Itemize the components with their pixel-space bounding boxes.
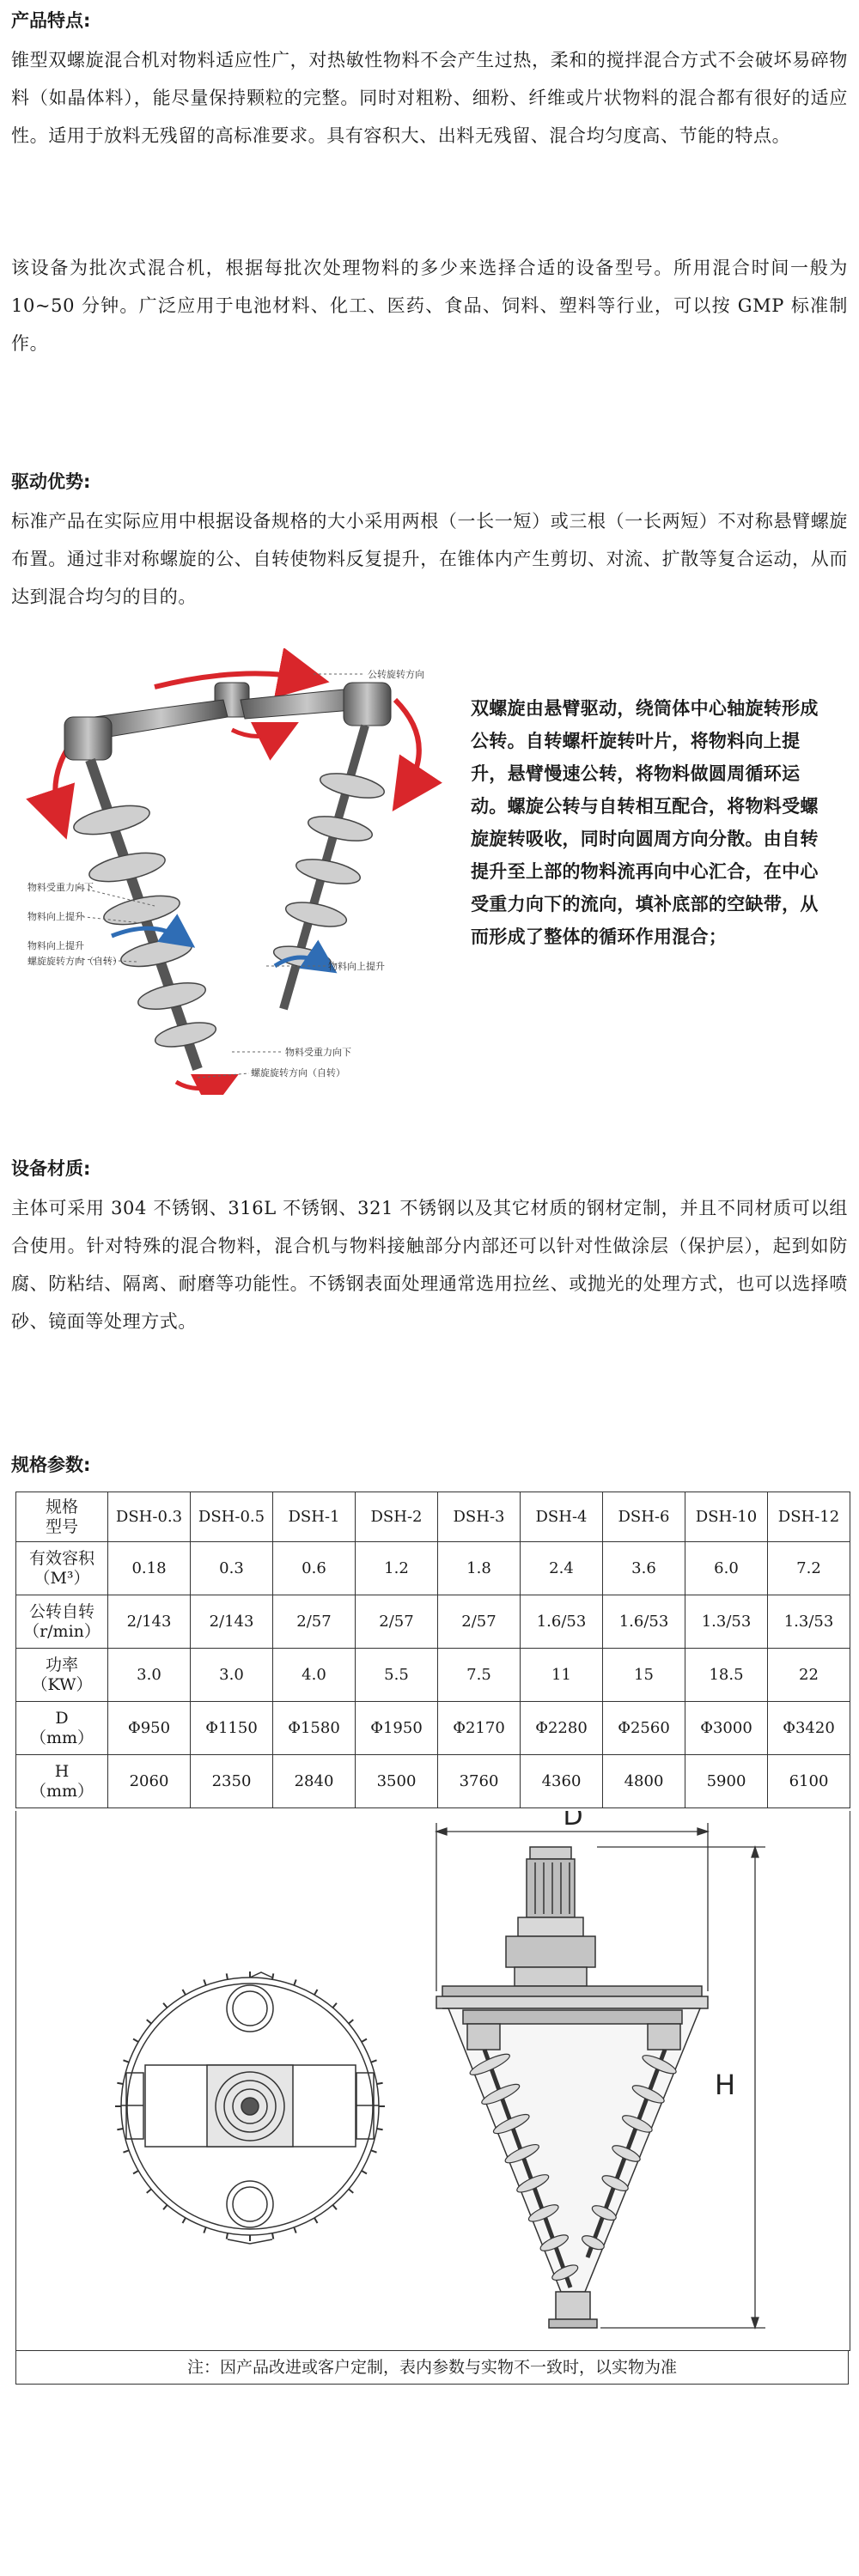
model-cell: DSH-12 [768,1492,850,1542]
bolt-tick [362,2039,367,2043]
bolt-tick [227,1973,228,1979]
bolt-tick [123,2060,129,2062]
revolution-arrow-right [395,700,419,794]
side-view-drawing [436,1847,708,2328]
material-paragraph: 主体可采用 304 不锈钢、316L 不锈钢、321 不锈钢以及其它材质的钢材定制，并且不同材质可以组合使用。针对特殊的混合物料，混合机与物料接触部分内部还可以针对性做涂层（保护层），起到如防腐、防粘结、隔离、耐磨等功能性。不锈钢表面处理通常选用拉丝、或抛光的处理方式，也可以选择喷砂、镜面等处理方式。 [11,1198,848,1332]
model-cell: DSH-2 [356,1492,438,1542]
value-cell: 3760 [438,1755,521,1808]
label-spin-direction-right: 螺旋旋转方向（自转） [251,1067,345,1078]
value-cell: 1.3/53 [768,1595,850,1649]
bolt-tick [183,1990,186,1995]
bolt-tick [332,2205,336,2209]
drive-heading: 驱动优势: [11,471,91,492]
value-cell: 1.8 [438,1542,521,1595]
spin-arrow-bottom [176,1082,223,1089]
label-gravity-down-right: 物料受重力向下 [285,1047,351,1058]
bolt-tick [371,2060,377,2062]
bolt-tick [349,2020,353,2023]
value-cell: 2/143 [108,1595,191,1649]
label-material-up-left: 物料向上提升 [27,911,84,922]
value-cell: Φ2280 [521,1702,603,1755]
specs-heading: 规格参数: [11,1455,91,1475]
value-cell: 3.0 [108,1649,191,1702]
spec-header-label: 规格 型号 [16,1492,108,1542]
value-cell: Φ1580 [273,1702,356,1755]
spec-header-row [16,1492,850,1542]
bolt-tick [349,2189,353,2192]
bolt-tick [314,1990,318,1995]
value-cell: 1.3/53 [685,1595,768,1649]
bolt-tick [272,2233,273,2239]
value-cell: 5.5 [356,1649,438,1702]
model-cell: DSH-4 [521,1492,603,1542]
value-cell: 2/57 [438,1595,521,1649]
value-cell: 4360 [521,1755,603,1808]
model-cell: DSH-1 [273,1492,356,1542]
value-cell: 0.6 [273,1542,356,1595]
short-screw-flights [271,769,386,972]
bolt-tick [294,1979,295,1985]
label-revolution-direction: 公转旋转方向 [368,669,424,680]
left-arm [94,700,228,738]
row-label-height: H （mm） [16,1755,108,1808]
value-cell: 6100 [768,1755,850,1808]
table-row [16,1702,850,1755]
bolt-tick [371,2150,377,2152]
diagram-explanation: 双螺旋由悬臂驱动，绕筒体中心轴旋转形成公转。自转螺杆旋转叶片，将物料向上提升，悬臂慢速公转，将物料做圆周循环运动。螺旋公转与自转相互配合，将物料受螺旋旋转吸收，同时向圆周方向分散。由自转提升至上部的物料流再向中心汇合，在中心受重力向下的流向，填补底部的空缺带，从而形成了整体的循环作用混合； [471,698,819,947]
value-cell: 2/57 [273,1595,356,1649]
value-cell: 4.0 [273,1649,356,1702]
bolt-tick [272,1973,273,1979]
model-cell: DSH-6 [603,1492,685,1542]
bolt-tick [117,2083,123,2084]
bolt-tick [332,2003,336,2008]
model-cell: DSH-0.5 [191,1492,273,1542]
value-cell: 2350 [191,1755,273,1808]
bolt-tick [204,2227,205,2233]
value-cell: 6.0 [685,1542,768,1595]
dimension-h-label: H [714,2069,736,2101]
value-cell: Φ3000 [685,1702,768,1755]
value-cell: 3.6 [603,1542,685,1595]
screw-principle-diagram [26,648,472,1095]
value-cell: 4800 [603,1755,685,1808]
row-label-volume: 有效容积 （M³） [16,1542,108,1595]
bolt-tick [183,2218,186,2223]
technical-drawing-box [15,1811,850,2351]
bolt-tick [163,2003,167,2008]
features-paragraph-1: 锥型双螺旋混合机对物料适应性广，对热敏性物料不会产生过热，柔和的搅拌混合方式不会破坏易碎物料（如晶体料），能尽量保持颗粒的完整。同时对粗粉、细粉、纤维或片状物料的混合都有很好的适应性。适用于放料无残留的高标准要求。具有容积大、出料无残留、混合均匀度高、节能的特点。 [11,50,848,146]
value-cell: Φ3420 [768,1702,850,1755]
label-spin-direction-left: 螺旋旋转方向（自转） [27,956,122,967]
value-cell: 7.5 [438,1649,521,1702]
model-cell: DSH-10 [685,1492,768,1542]
bolt-tick [163,2205,167,2209]
row-label-power: 功率 （KW） [16,1649,108,1702]
table-row [16,1649,850,1702]
value-cell: Φ1150 [191,1702,273,1755]
label-material-up-left-2: 物料向上提升 [27,940,84,951]
value-cell: 5900 [685,1755,768,1808]
bolt-tick [314,2218,318,2223]
bolt-tick [377,2083,383,2084]
bolt-tick [133,2039,138,2043]
value-cell: 18.5 [685,1649,768,1702]
drive-paragraph: 标准产品在实际应用中根据设备规格的大小采用两根（一长一短）或三根（一长两短）不对称悬臂螺旋布置。通过非对称螺旋的公、自转使物料反复提升，在锥体内产生剪切、对流、扩散等复合运动，从而达到混合均匀的目的。 [11,511,848,607]
value-cell: 15 [603,1649,685,1702]
bolt-tick [294,2227,295,2233]
label-gravity-down-left: 物料受重力向下 [27,882,94,893]
value-cell: Φ2560 [603,1702,685,1755]
value-cell: 7.2 [768,1542,850,1595]
bolt-tick [123,2150,129,2152]
spec-footnote: 注：因产品改进或客户定制，表内参数与实物不一致时，以实物为准 [15,2350,849,2385]
value-cell: 2/57 [356,1595,438,1649]
spec-table [15,1492,850,1808]
bolt-tick [147,2189,151,2192]
right-gearbox [344,683,391,726]
technical-drawing [16,1811,850,2350]
row-label-speed: 公转自转 （r/min） [16,1595,108,1649]
label-material-up-right: 物料向上提升 [328,961,385,972]
bolt-tick [227,2233,228,2239]
bolt-tick [133,2171,138,2174]
value-cell: 2060 [108,1755,191,1808]
bolt-tick [362,2171,367,2174]
bolt-tick [147,2020,151,2023]
value-cell: 2.4 [521,1542,603,1595]
model-cell: DSH-0.3 [108,1492,191,1542]
spec-table-wrapper [15,1492,850,1808]
top-view-drawing [121,1972,379,2244]
value-cell: 2/143 [191,1595,273,1649]
value-cell: 1.6/53 [603,1595,685,1649]
value-cell: Φ1950 [356,1702,438,1755]
value-cell: 0.3 [191,1542,273,1595]
table-row [16,1755,850,1808]
value-cell: 11 [521,1649,603,1702]
revolution-arrow-center [232,730,283,737]
left-gearbox [64,717,112,760]
value-cell: 3500 [356,1755,438,1808]
features-paragraph-2: 该设备为批次式混合机，根据每批次处理物料的多少来选择合适的设备型号。所用混合时间一般为 10~50 分钟。广泛应用于电池材料、化工、医药、食品、饲料、塑料等行业，可以按 GMP 标准制作。 [11,258,848,354]
dimension-d-label: D [563,1811,583,1832]
material-heading: 设备材质: [11,1158,91,1179]
bolt-tick [204,1979,205,1985]
table-row [16,1595,850,1649]
value-cell: Φ2170 [438,1702,521,1755]
features-heading: 产品特点: [11,10,91,31]
value-cell: 1.6/53 [521,1595,603,1649]
value-cell: 22 [768,1649,850,1702]
value-cell: 0.18 [108,1542,191,1595]
value-cell: Φ950 [108,1702,191,1755]
value-cell: 3.0 [191,1649,273,1702]
table-row [16,1542,850,1595]
value-cell: 2840 [273,1755,356,1808]
row-label-diameter: D （mm） [16,1702,108,1755]
value-cell: 1.2 [356,1542,438,1595]
model-cell: DSH-3 [438,1492,521,1542]
